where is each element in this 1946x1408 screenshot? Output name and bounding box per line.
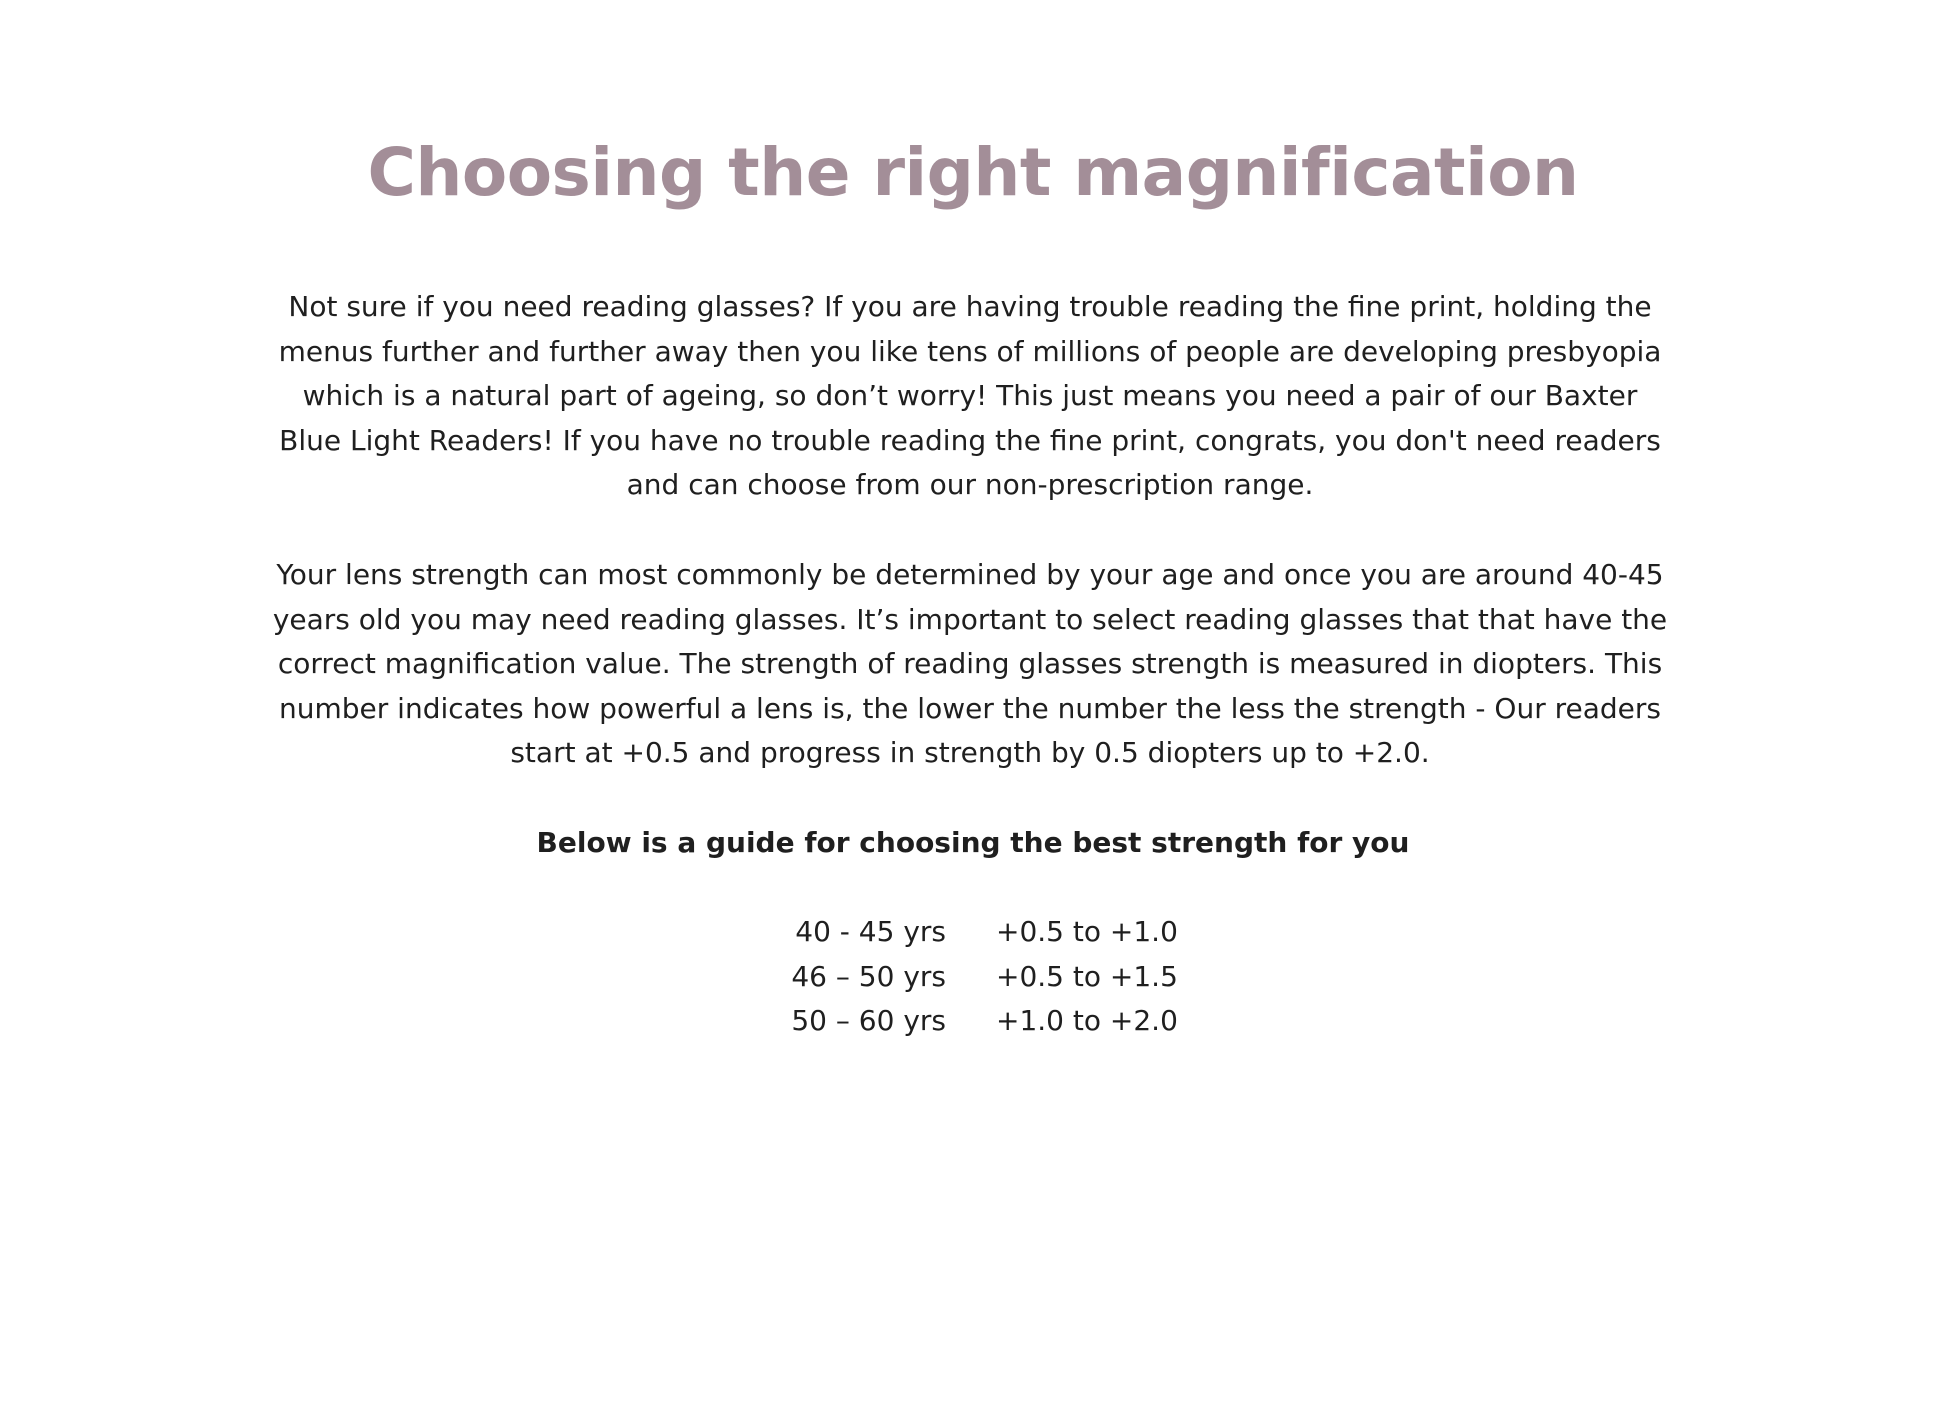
guide-row xyxy=(0,910,1946,955)
strength-guide-table xyxy=(0,910,1946,1044)
guide-row xyxy=(0,999,1946,1044)
guide-strength-range: +0.5 to +1.0 xyxy=(996,915,1178,948)
guide-strength-range: +0.5 to +1.5 xyxy=(996,959,1178,993)
guide-age-range: 40 - 45 yrs xyxy=(795,915,946,948)
guide-row xyxy=(0,955,1946,1000)
guide-age-range: 46 – 50 yrs xyxy=(791,959,946,993)
lens-strength-paragraph: Your lens strength can most commonly be determined by your age and once you are around 40-45 years old you may need reading glasses. It’s important to select reading glasses that that have the correct magnification value. The strength of reading glasses strength is measured in diopters. This number indicates how powerful a lens is, the lower the number the less the strength - Our readers start at +0.5 and progress in strength by 0.5 diopters up to +2.0. xyxy=(272,558,1668,770)
guide-strength-range: +1.0 to +2.0 xyxy=(996,1004,1178,1038)
page-title: Choosing the right magnification xyxy=(367,134,1579,211)
guide-age-range: 50 – 60 yrs xyxy=(791,1004,946,1038)
intro-paragraph: Not sure if you need reading glasses? If you are having trouble reading the fine print, holding the menus further and further away then you like tens of millions of people are developing presbyopia which is a natural part of ageing, so don’t worry! This just means you need a pair of our Baxter Blue Light Readers! If you have no trouble reading the fine print, congrats, you don't need readers and can choose from our non-prescription range. xyxy=(278,290,1662,502)
guide-heading: Below is a guide for choosing the best strength for you xyxy=(536,826,1410,859)
